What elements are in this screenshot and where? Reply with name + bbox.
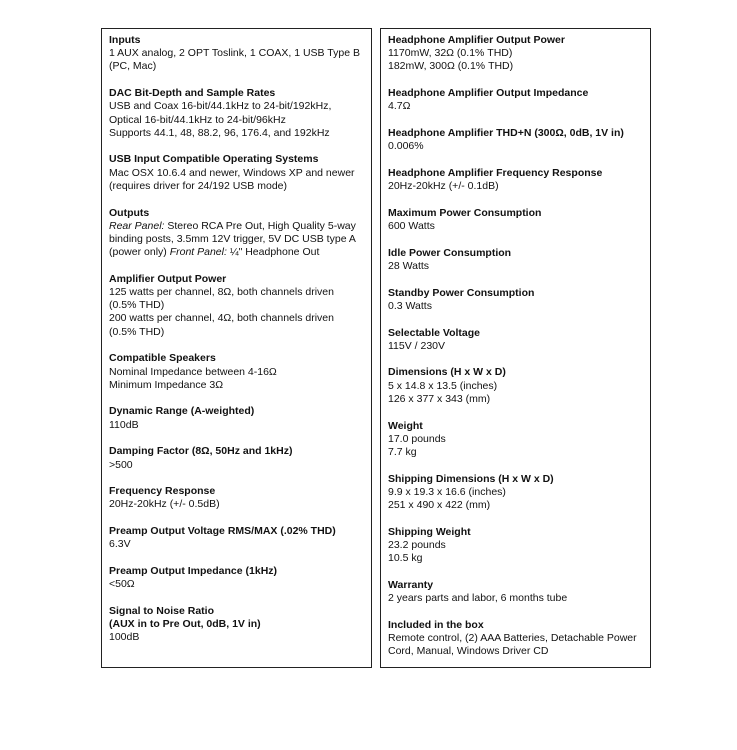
spec-value: 115V / 230V — [388, 339, 446, 352]
spec-section-headphone-amplifier-frequency-response — [388, 167, 643, 193]
spec-value: 2 years parts and labor, 6 months tube — [388, 592, 568, 605]
spec-title: DAC Bit-Depth and Sample Rates — [109, 87, 276, 100]
front-panel-text: ¼" Headphone Out — [226, 246, 320, 259]
spec-section-preamp-output-impedance-1khz — [109, 565, 364, 591]
spec-section-outputs — [109, 207, 364, 260]
spec-title: Dynamic Range (A-weighted) — [109, 405, 255, 418]
spec-section-damping-factor-8-50hz-and-1khz — [109, 445, 364, 471]
spec-title: Shipping Dimensions (H x W x D) — [388, 472, 554, 485]
spec-panel-left — [101, 28, 372, 668]
spec-title: Preamp Output Voltage RMS/MAX (.02% THD) — [109, 525, 336, 538]
spec-title: Headphone Amplifier Output Power — [388, 34, 565, 46]
spec-title: Frequency Response — [109, 485, 216, 498]
spec-section-dac-bit-depth-and-sample-rates — [109, 87, 364, 140]
spec-title: Shipping Weight — [388, 525, 471, 538]
spec-value: 600 Watts — [388, 220, 435, 233]
spec-value: <50Ω — [109, 578, 135, 591]
spec-title: Weight — [388, 419, 423, 432]
spec-section-signal-to-noise-ratio — [109, 605, 364, 645]
spec-title: Dimensions (H x W x D) — [388, 366, 506, 379]
spec-section-frequency-response — [109, 485, 364, 511]
spec-title: Headphone Amplifier THD+N (300Ω, 0dB, 1V in) — [388, 127, 624, 140]
spec-value: 9.9 x 19.3 x 16.6 (inches) — [388, 485, 506, 498]
spec-value: Supports 44.1, 48, 88.2, 96, 176.4, and 192kHz — [109, 126, 330, 139]
spec-value: 251 x 490 x 422 (mm) — [388, 499, 491, 512]
spec-title: Headphone Amplifier Frequency Response — [388, 166, 603, 179]
spec-title: Damping Factor (8Ω, 50Hz and 1kHz) — [109, 445, 293, 458]
spec-title: Amplifier Output Power — [109, 272, 227, 285]
spec-title: Warranty — [388, 578, 434, 591]
spec-value: Nominal Impedance between 4-16Ω — [109, 365, 277, 378]
spec-value: >500 — [109, 458, 133, 471]
spec-value: 10.5 kg — [388, 552, 423, 565]
spec-value: 100dB — [109, 631, 140, 644]
spec-title: Outputs — [109, 206, 150, 219]
spec-section-included-in-the-box — [388, 619, 643, 659]
spec-title: Maximum Power Consumption — [388, 206, 542, 219]
spec-value: 110dB — [109, 418, 139, 431]
spec-section-idle-power-consumption — [388, 247, 643, 273]
spec-value: Minimum Impedance 3Ω — [109, 378, 224, 391]
front-panel-label: Front Panel: — [169, 246, 227, 259]
rear-panel-label: Rear Panel: — [109, 219, 165, 232]
spec-value: 28 Watts — [388, 259, 430, 272]
spec-section-maximum-power-consumption — [388, 207, 643, 233]
spec-section-amplifier-output-power — [109, 273, 364, 339]
spec-section-headphone-amplifier-thd-n-300-0db-1v-in — [388, 127, 643, 153]
spec-value: 23.2 pounds — [388, 538, 446, 551]
spec-value: Mac OSX 10.6.4 and newer, Windows XP and newer (requires driver for 24/192 USB mode) — [109, 166, 355, 192]
spec-value: 0.006% — [388, 140, 424, 153]
spec-value: 20Hz-20kHz (+/- 0.5dB) — [109, 498, 220, 511]
spec-section-selectable-voltage — [388, 327, 643, 353]
spec-value: 1170mW, 32Ω (0.1% THD) — [388, 47, 513, 60]
spec-section-preamp-output-voltage-rms-max-02-thd — [109, 525, 364, 551]
spec-title: Compatible Speakers — [109, 352, 216, 365]
spec-section-compatible-speakers — [109, 352, 364, 392]
spec-section-dimensions-h-x-w-x-d — [388, 366, 643, 406]
spec-value: Remote control, (2) AAA Batteries, Detachable Power Cord, Manual, Windows Driver CD — [388, 632, 637, 658]
spec-value: 7.7 kg — [388, 445, 417, 458]
spec-section-shipping-dimensions-h-x-w-x-d — [388, 473, 643, 513]
spec-section-weight — [388, 420, 643, 460]
spec-title: Inputs — [109, 34, 141, 46]
spec-section-headphone-amplifier-output-power — [388, 34, 643, 74]
spec-section-inputs — [109, 34, 364, 74]
rear-panel-text: Stereo RCA Pre Out, High Quality 5-way binding posts, 3.5mm 12V trigger, 5V DC USB type A (power only) — [109, 219, 356, 259]
spec-section-usb-input-compatible-operating-systems — [109, 153, 364, 193]
spec-title: Preamp Output Impedance (1kHz) — [109, 565, 278, 578]
spec-section-headphone-amplifier-output-impedance — [388, 87, 643, 113]
spec-value: 0.3 Watts — [388, 299, 432, 312]
spec-title: Signal to Noise Ratio (AUX in to Pre Out, 0dB, 1V in) — [109, 605, 261, 631]
spec-value: 20Hz-20kHz (+/- 0.1dB) — [388, 180, 499, 193]
spec-value: 5 x 14.8 x 13.5 (inches) — [388, 379, 498, 392]
spec-section-warranty — [388, 579, 643, 605]
spec-value: 6.3V — [109, 538, 131, 551]
spec-value — [109, 220, 364, 260]
spec-title: USB Input Compatible Operating Systems — [109, 153, 319, 166]
spec-panel-right — [380, 28, 651, 668]
spec-title: Selectable Voltage — [388, 326, 481, 339]
spec-value: 200 watts per channel, 4Ω, both channels driven (0.5% THD) — [109, 312, 334, 338]
spec-title: Standby Power Consumption — [388, 286, 535, 299]
spec-title: Included in the box — [388, 618, 484, 631]
spec-value: 17.0 pounds — [388, 432, 446, 445]
spec-section-dynamic-range-a-weighted — [109, 405, 364, 431]
spec-title: Headphone Amplifier Output Impedance — [388, 87, 589, 100]
spec-value: 182mW, 300Ω (0.1% THD) — [388, 60, 514, 73]
spec-section-shipping-weight — [388, 526, 643, 566]
spec-value: USB and Coax 16-bit/44.1kHz to 24-bit/192kHz, Optical 16-bit/44.1kHz to 24-bit/96kHz — [109, 100, 332, 126]
spec-value: 126 x 377 x 343 (mm) — [388, 392, 491, 405]
spec-value: 125 watts per channel, 8Ω, both channels driven (0.5% THD) — [109, 286, 334, 312]
spec-section-standby-power-consumption — [388, 287, 643, 313]
spec-value: 1 AUX analog, 2 OPT Toslink, 1 COAX, 1 USB Type B (PC, Mac) — [109, 47, 360, 73]
spec-title: Idle Power Consumption — [388, 246, 512, 259]
spec-value: 4.7Ω — [388, 100, 411, 113]
